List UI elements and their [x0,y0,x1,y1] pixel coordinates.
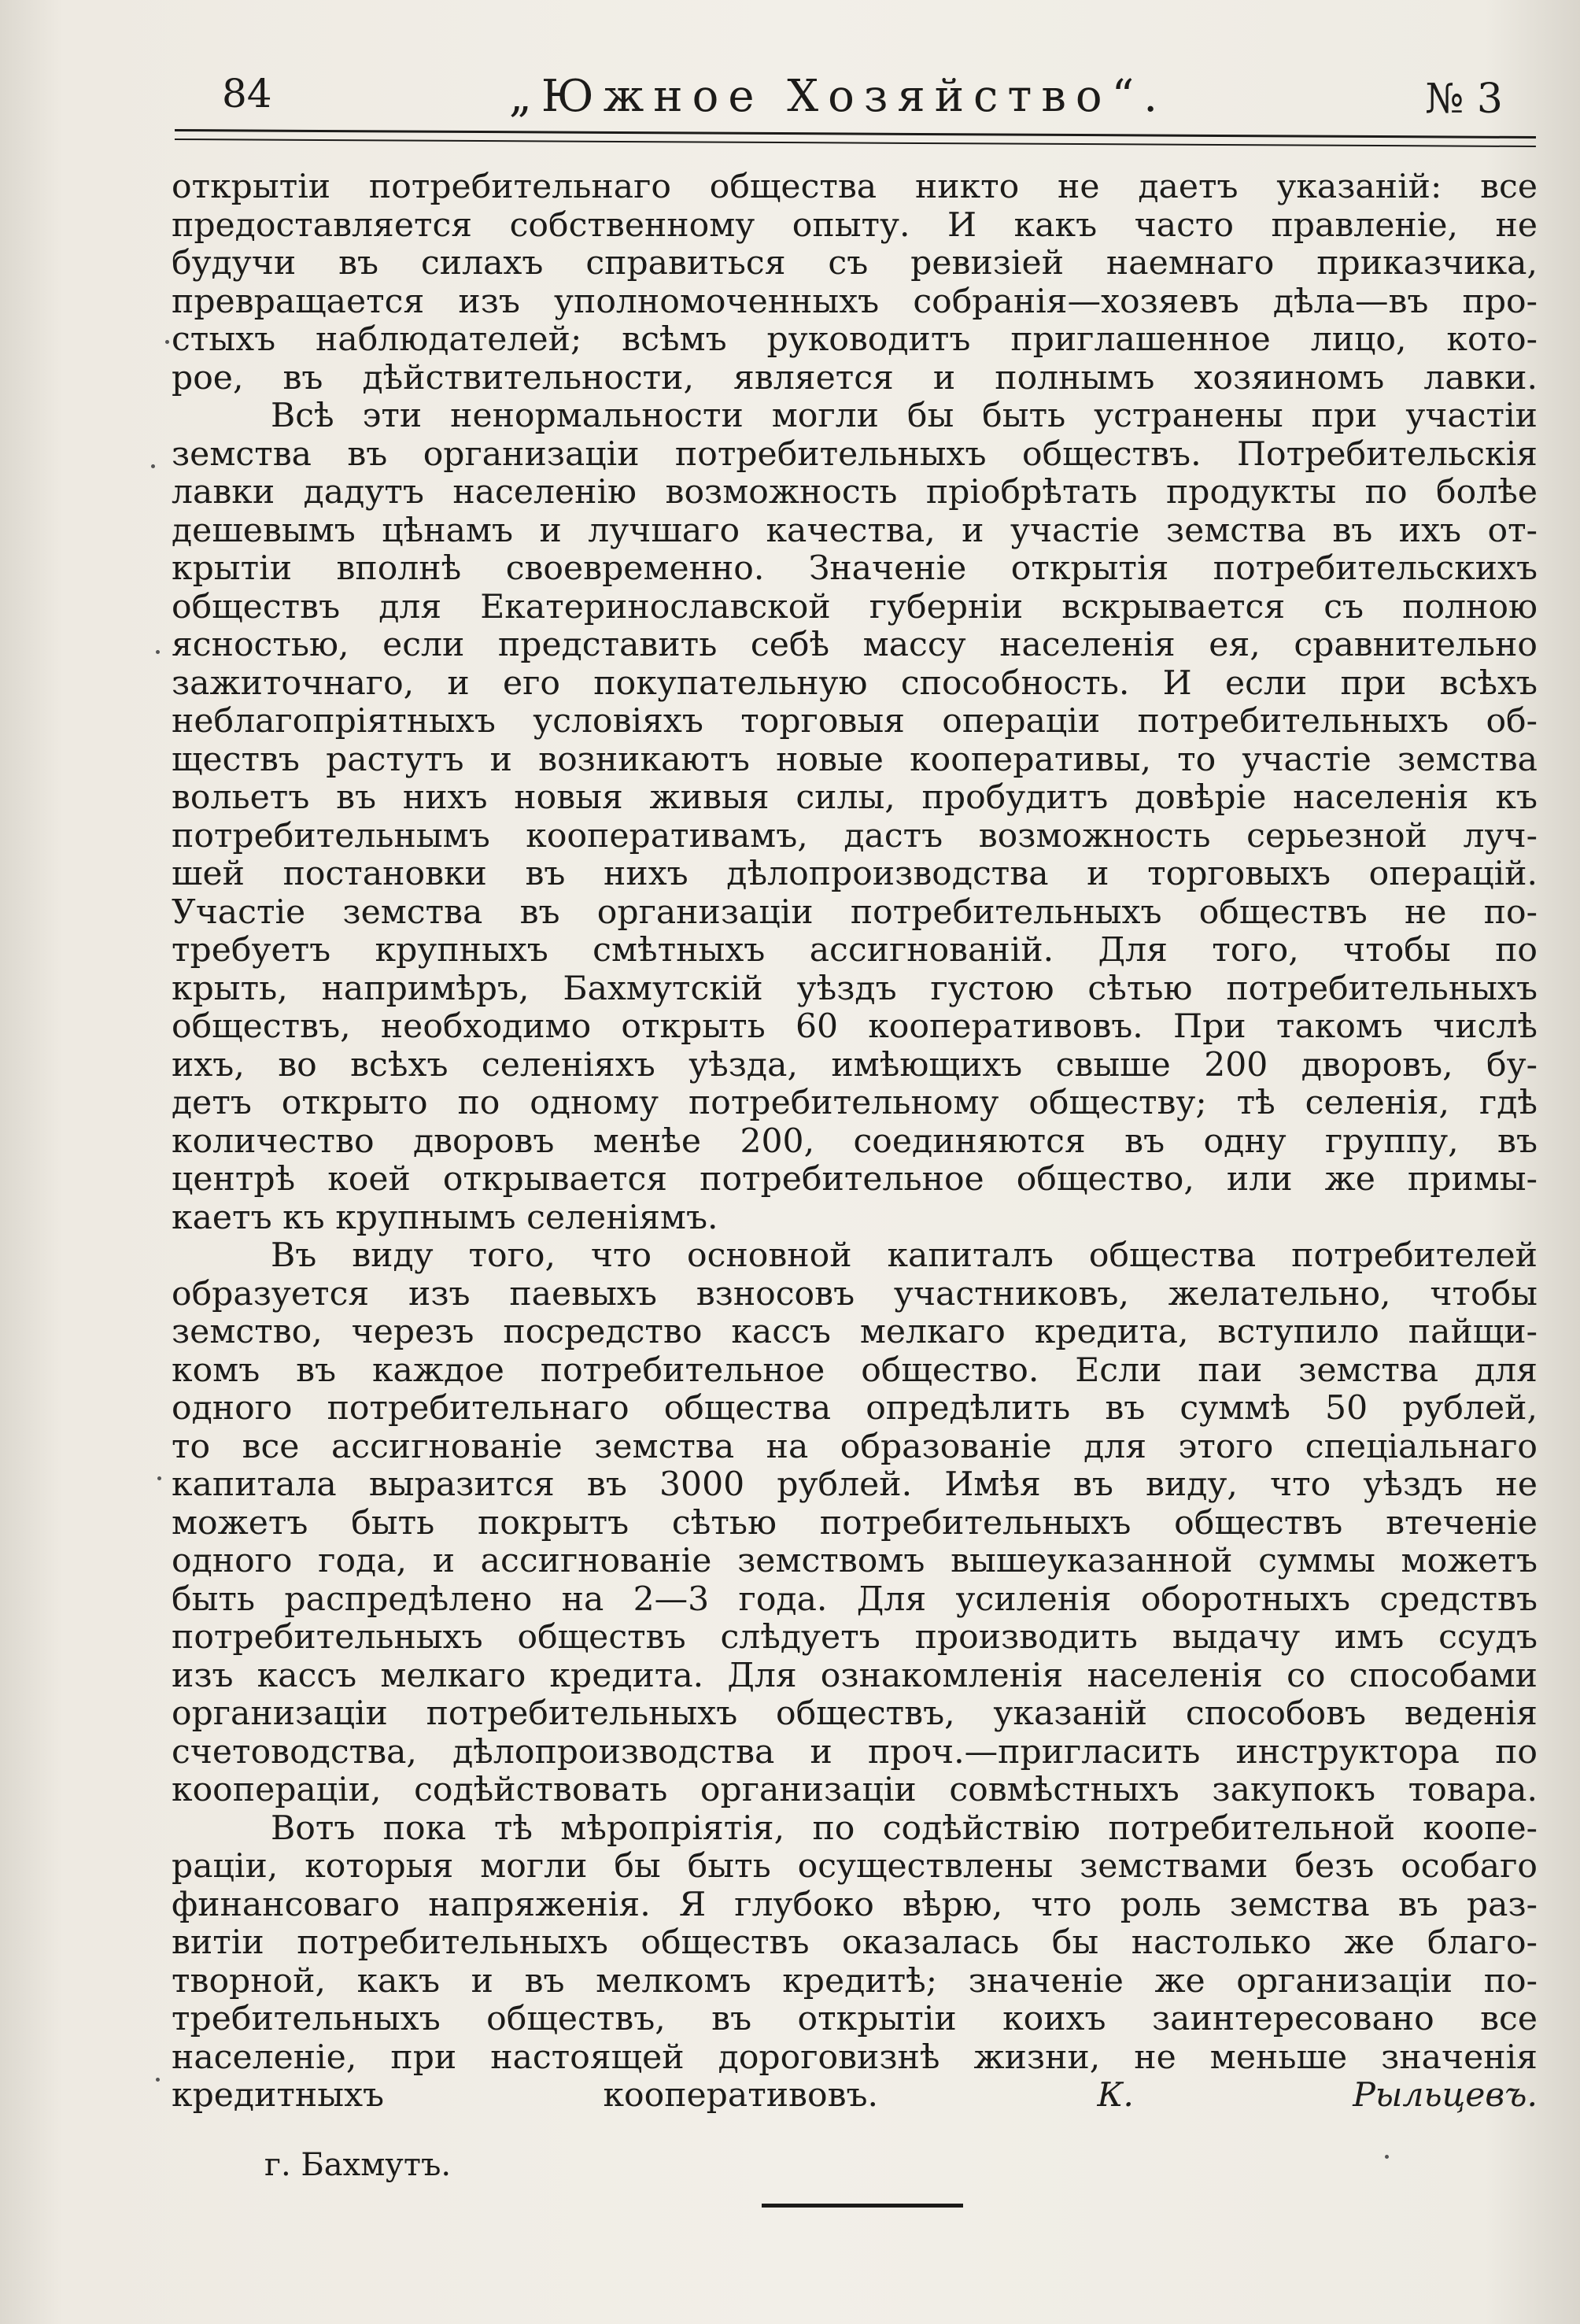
text-line: организаціи потребительныхъ обществъ, указаній способовъ веденія [172,1694,1538,1733]
text-line: центрѣ коей открывается потребительное общество, или же примы- [172,1160,1538,1199]
text-line: обществъ для Екатеринославской губерніи вскрывается съ полною [172,587,1538,626]
paper-speck [156,2078,160,2082]
text-line: кооперацiи, содѣйствовать организаціи совмѣстныхъ закупокъ товара. [172,1771,1538,1809]
text-line: стыхъ наблюдателей; всѣмъ руководитъ приглашенное лицо, кото- [172,320,1538,359]
text-line: населеніе, при настоящей дороговизнѣ жизни, не меньше значенія [172,2038,1538,2077]
location: г. Бахмутъ. [264,2147,452,2183]
text-line: дешевымъ цѣнамъ и лучшаго качества, и участіе земства въ ихъ от- [172,511,1538,550]
text-line: предоставляется собственному опыту. И какъ часто правленіе, не [172,205,1538,245]
text-line: ществъ растутъ и возникаютъ новые кооперативы, то участіе земства [172,740,1538,779]
text-line: требуетъ крупныхъ смѣтныхъ ассигнованій. Для того, чтобы по [172,931,1538,970]
text-line: финансоваго напряженія. Я глубоко вѣрю, что роль земства въ раз- [172,1885,1538,1924]
text-line: Участіе земства въ организаціи потребительныхъ обществъ не по- [172,892,1538,932]
text-line: быть распредѣлено на 2—3 года. Для усиленія оборотныхъ средствъ [172,1580,1538,1619]
journal-title: „Южное Хозяйство“. [508,71,1168,122]
text-line: Всѣ эти ненормальности могли бы быть устранены при участіи [271,397,1538,435]
text-line: счетоводства, дѣлопроизводства и проч.—пригласить инструктора по [172,1732,1538,1772]
text-line: одного потребительнаго общества опредѣлить въ суммѣ 50 рублей, [172,1389,1538,1428]
text-line: детъ открыто по одному потребительному обществу; тѣ селенія, гдѣ [172,1084,1538,1122]
article-body [172,168,1538,2115]
text-line: кредитныхъ кооперативовъ. [172,2076,879,2115]
text-line: Вотъ пока тѣ мѣропріятія, по содѣйствію потребительной коопе- [271,1809,1538,1848]
end-rule [762,2204,963,2208]
text-line: вольетъ въ нихъ новыя живыя силы, пробудитъ довѣріе населенія къ [172,778,1538,817]
page-header [173,69,1503,126]
text-line: раціи, которыя могли бы быть осуществлены земствами безъ особаго [172,1847,1538,1886]
text-line: каетъ къ крупнымъ селеніямъ. [172,1198,718,1237]
text-line: земство, черезъ посредство кассъ мелкаго кредита, вступило пайщи- [172,1313,1538,1351]
text-line: крыть, напримѣръ, Бахмутскій уѣздъ густою сѣтью потребительныхъ [172,969,1538,1008]
text-line: капитала выразится въ 3000 рублей. Имѣя въ виду, что уѣздъ не [172,1465,1538,1504]
paper-speck [151,464,155,468]
text-line: шей постановки въ нихъ дѣлопроизводства и торговыхъ операцій. [172,855,1538,893]
text-line: лавки дадутъ населенію возможность пріобрѣтать продукты по болѣе [172,473,1538,512]
text-line: открытіи потребительнаго общества никто не даетъ указаній: все [172,168,1538,206]
text-line: обществъ, необходимо открыть 60 кооперативовъ. При такомъ числѣ [172,1007,1538,1046]
closing-line [172,2077,1538,2115]
text-line: земства въ организаціи потребительныхъ обществъ. Потребительскія [172,434,1538,474]
text-line: потребительнымъ кооперативамъ, дастъ возможность серьезной луч- [172,816,1538,855]
text-line: ясностью, если представить себѣ массу населенія ея, сравнительно [172,626,1538,664]
text-line: Въ виду того, что основной капиталъ общества потребителей [271,1236,1538,1275]
text-line: превращается изъ уполномоченныхъ собранія—хозяевъ дѣла—въ про- [172,282,1538,321]
text-line: неблагопріятныхъ условіяхъ торговыя операціи потребительныхъ об- [172,702,1538,741]
text-line: зажиточнаго, и его покупательную способность. И если при всѣхъ [172,663,1538,703]
text-line: рое, въ дѣйствительности, является и полнымъ хозяиномъ лавки. [172,358,1538,397]
author-signature: К. Рыльцевъ. [1097,2076,1538,2115]
paper-speck [1385,2155,1389,2159]
text-line: образуется изъ паевыхъ взносовъ участниковъ, желательно, чтобы [172,1274,1538,1313]
text-line: можетъ быть покрытъ сѣтью потребительныхъ обществъ втеченіе [172,1503,1538,1543]
issue-number: № 3 [1425,76,1503,123]
text-line: будучи въ силахъ справиться съ ревизіей наемнаго приказчика, [172,244,1538,283]
page-number: 84 [222,71,272,116]
header-rule [175,129,1536,147]
text-line: ихъ, во всѣхъ селеніяхъ уѣзда, имѣющихъ свыше 200 дворовъ, бу- [172,1045,1538,1084]
text-line: изъ кассъ мелкаго кредита. Для ознакомленія населенія со способами [172,1656,1538,1695]
paper-speck [165,340,169,344]
text-line: то все ассигнованіе земства на образованіе для этого спеціальнаго [172,1427,1538,1466]
text-line: комъ въ каждое потребительное общество. Если паи земства для [172,1350,1538,1390]
text-line: творной, какъ и въ мелкомъ кредитѣ; значеніе же организаціи по- [172,1961,1538,2001]
text-line: одного года, и ассигнованіе земствомъ вышеуказанной суммы можетъ [172,1542,1538,1580]
text-line: требительныхъ обществъ, въ открытіи коихъ заинтересовано все [172,2000,1538,2038]
paper-speck [156,650,160,654]
paper-speck [157,1476,161,1480]
text-line: количество дворовъ менѣе 200, соединяются въ одну группу, въ [172,1121,1538,1161]
text-line: потребительныхъ обществъ слѣдуетъ производить выдачу имъ ссудъ [172,1618,1538,1657]
text-line: крытіи вполнѣ своевременно. Значеніе открытія потребительскихъ [172,549,1538,588]
text-line: витіи потребительныхъ обществъ оказалась бы настолько же благо- [172,1923,1538,1962]
